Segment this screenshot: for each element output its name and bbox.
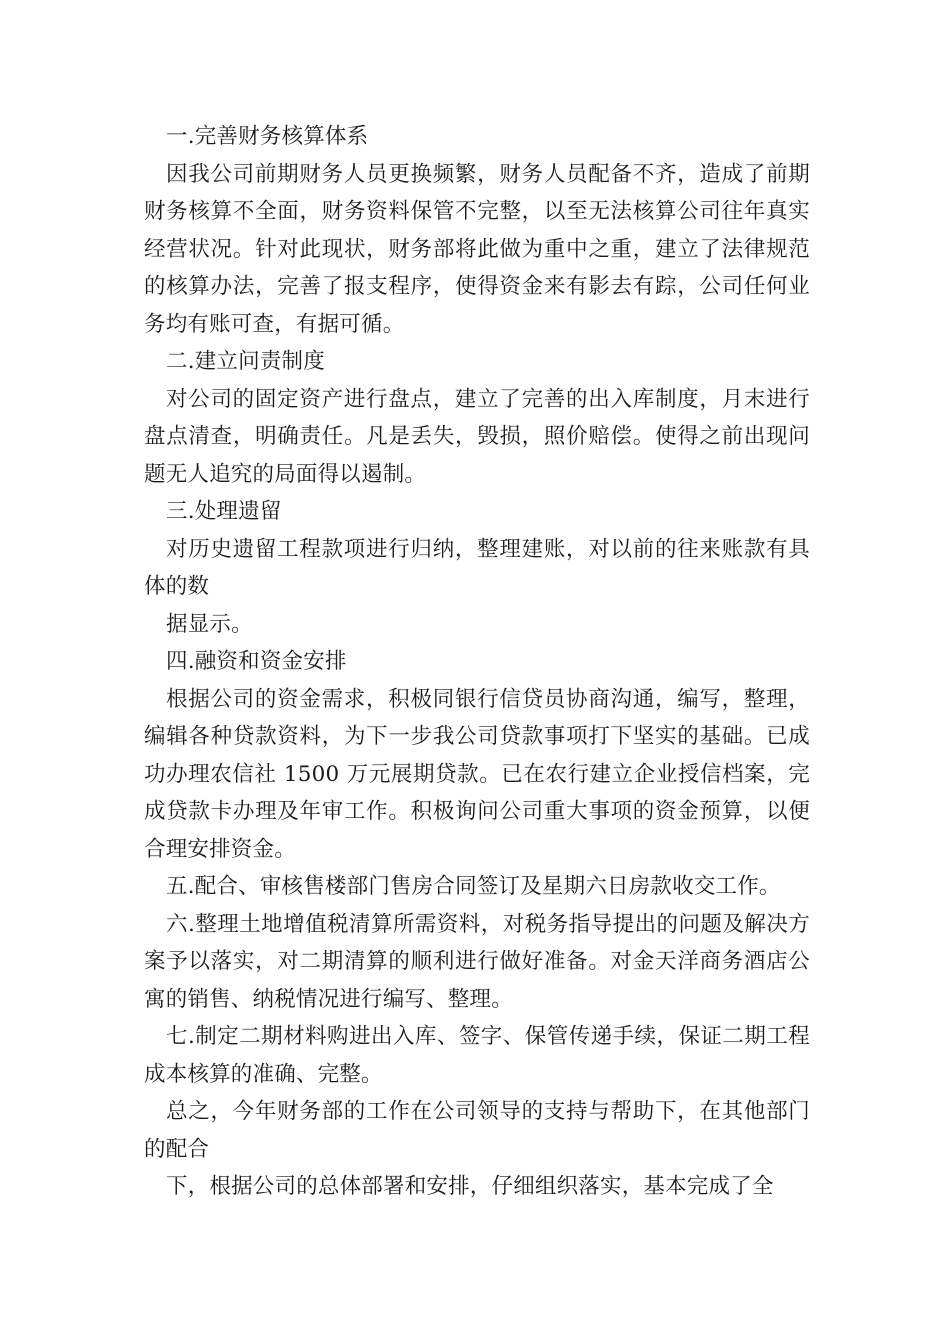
paragraph-5: 五.配合、审核售楼部门售房合同签订及星期六日房款收交工作。	[166, 874, 781, 899]
paragraph-7: 七.制定二期材料购进出入库、签字、保管传递手续，保证二期工程成本核算的准确、完整。	[144, 1024, 810, 1087]
paragraph-1: 因我公司前期财务人员更换频繁，财务人员配备不齐，造成了前期财务核算不全面，财务资料保管不完整，以至无法核算公司往年真实经营状况。针对此现状，财务部将此做为重中之重，建立了法律规范的核算办法，完善了报支程序，使得资金来有影去有踪，公司任何业务均有账可查，有据可循。	[144, 161, 810, 337]
document-body	[144, 118, 810, 1206]
paragraph-2: 对公司的固定资产进行盘点，建立了完善的出入库制度，月末进行盘点清查，明确责任。凡是丢失，毁损，照价赔偿。使得之前出现问题无人追究的局面得以遏制。	[144, 386, 810, 487]
section-heading-2: 二.建立问责制度	[166, 349, 325, 374]
section-heading-3: 三.处理遗留	[166, 499, 282, 524]
paragraph-summary: 总之，今年财务部的工作在公司领导的支持与帮助下，在其他部门的配合	[144, 1099, 810, 1162]
paragraph-3: 对历史遗留工程款项进行归纳，整理建账，对以前的往来账款有具体的数	[144, 536, 810, 599]
paragraph-3-continuation: 据显示。	[166, 611, 253, 637]
paragraph-summary-continuation: 下，根据公司的总体部署和安排，仔细组织落实，基本完成了全	[166, 1174, 774, 1199]
paragraph-4: 根据公司的资金需求，积极同银行信贷员协商沟通，编写，整理，编辑各种贷款资料，为下一步我公司贷款事项打下坚实的基础。已成功办理农信社 1500 万元展期贷款。已在农行建立企业授信档案，完成贷款卡办理及年审工作。积极询问公司重大事项的资金预算，以便合理安排资金。	[144, 686, 810, 862]
paragraph-6: 六.整理土地增值税清算所需资料，对税务指导提出的问题及解决方案予以落实，对二期清算的顺利进行做好准备。对金天洋商务酒店公寓的销售、纳税情况进行编写、整理。	[144, 911, 810, 1012]
section-heading-4: 四.融资和资金安排	[166, 649, 347, 674]
section-heading-1: 一.完善财务核算体系	[166, 124, 369, 149]
